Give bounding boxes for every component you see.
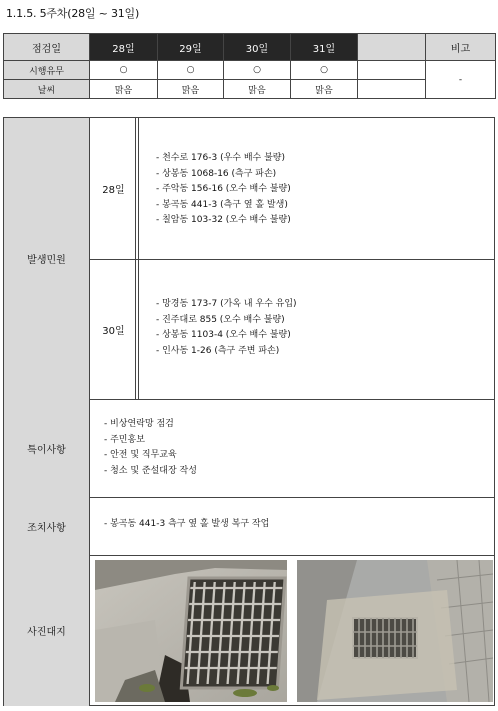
list-item: - 천수로 176-3 (우수 배수 불량) <box>156 151 291 167</box>
table-row <box>4 80 496 99</box>
row-label: 시행유무 <box>4 61 90 80</box>
list-item: - 봉곡동 441-3 측구 옆 홀 발생 복구 작업 <box>104 517 269 533</box>
list-item: - 봉곡동 441-3 (측구 옆 홀 발생) <box>156 198 291 214</box>
list-item: - 칠암동 103-32 (오수 배수 불량) <box>156 213 291 229</box>
inspection-summary-table <box>3 33 496 99</box>
complaint-day: 28일 <box>102 185 125 196</box>
header-day: 31일 <box>291 34 358 61</box>
list-item: - 안전 및 직무교육 <box>104 448 197 464</box>
list-item: - 상봉동 1103-4 (오수 배수 불량) <box>156 328 297 344</box>
actions-list <box>104 517 269 533</box>
list-item: - 망경동 173-7 (가옥 내 우수 유입) <box>156 297 297 313</box>
table-cell <box>358 80 426 99</box>
divider <box>90 259 494 260</box>
complaints-label: 발생민원 <box>4 118 90 399</box>
table-cell: 맑음 <box>291 80 358 99</box>
table-cell: ○ <box>158 61 224 80</box>
special-notes-list <box>104 417 197 479</box>
actions-label: 조치사항 <box>4 497 90 555</box>
table-cell: 맑음 <box>90 80 158 99</box>
list-item: - 상봉동 1068-16 (측구 파손) <box>156 167 291 183</box>
complaint-list <box>156 151 291 229</box>
photos-label: 사진대지 <box>4 555 90 706</box>
list-item: - 주민홍보 <box>104 433 197 449</box>
row-label: 날씨 <box>4 80 90 99</box>
special-notes-label: 특이사항 <box>4 399 90 497</box>
drain-grate-photo <box>95 560 287 702</box>
list-item: - 진주대로 855 (오수 배수 불량) <box>156 313 297 329</box>
repaired-drain-photo <box>297 560 493 702</box>
report-details-table <box>3 117 495 706</box>
table-cell <box>358 61 426 80</box>
list-item: - 비상연락망 점검 <box>104 417 197 433</box>
list-item: - 인사동 1-26 (측구 주변 파손) <box>156 344 297 360</box>
header-row <box>4 34 496 61</box>
table-cell: 맑음 <box>224 80 291 99</box>
list-item: - 주악동 156-16 (오수 배수 불량) <box>156 182 291 198</box>
header-day: 30일 <box>224 34 291 61</box>
complaint-list <box>156 297 297 359</box>
header-day: 29일 <box>158 34 224 61</box>
table-cell: ○ <box>291 61 358 80</box>
section-title: 1.1.5. 5주차(28일 ~ 31일) <box>6 7 140 20</box>
table-cell: ○ <box>90 61 158 80</box>
header-day-empty <box>358 34 426 61</box>
list-item: - 청소 및 준설대장 작성 <box>104 464 197 480</box>
remark-cell: - <box>426 61 496 99</box>
complaint-day: 30일 <box>102 325 125 337</box>
header-day: 28일 <box>90 34 158 61</box>
header-inspection-date: 점검일 <box>4 34 90 61</box>
table-row <box>4 61 496 80</box>
header-remark: 비고 <box>426 34 496 61</box>
table-cell: 맑음 <box>158 80 224 99</box>
table-cell: ○ <box>224 61 291 80</box>
